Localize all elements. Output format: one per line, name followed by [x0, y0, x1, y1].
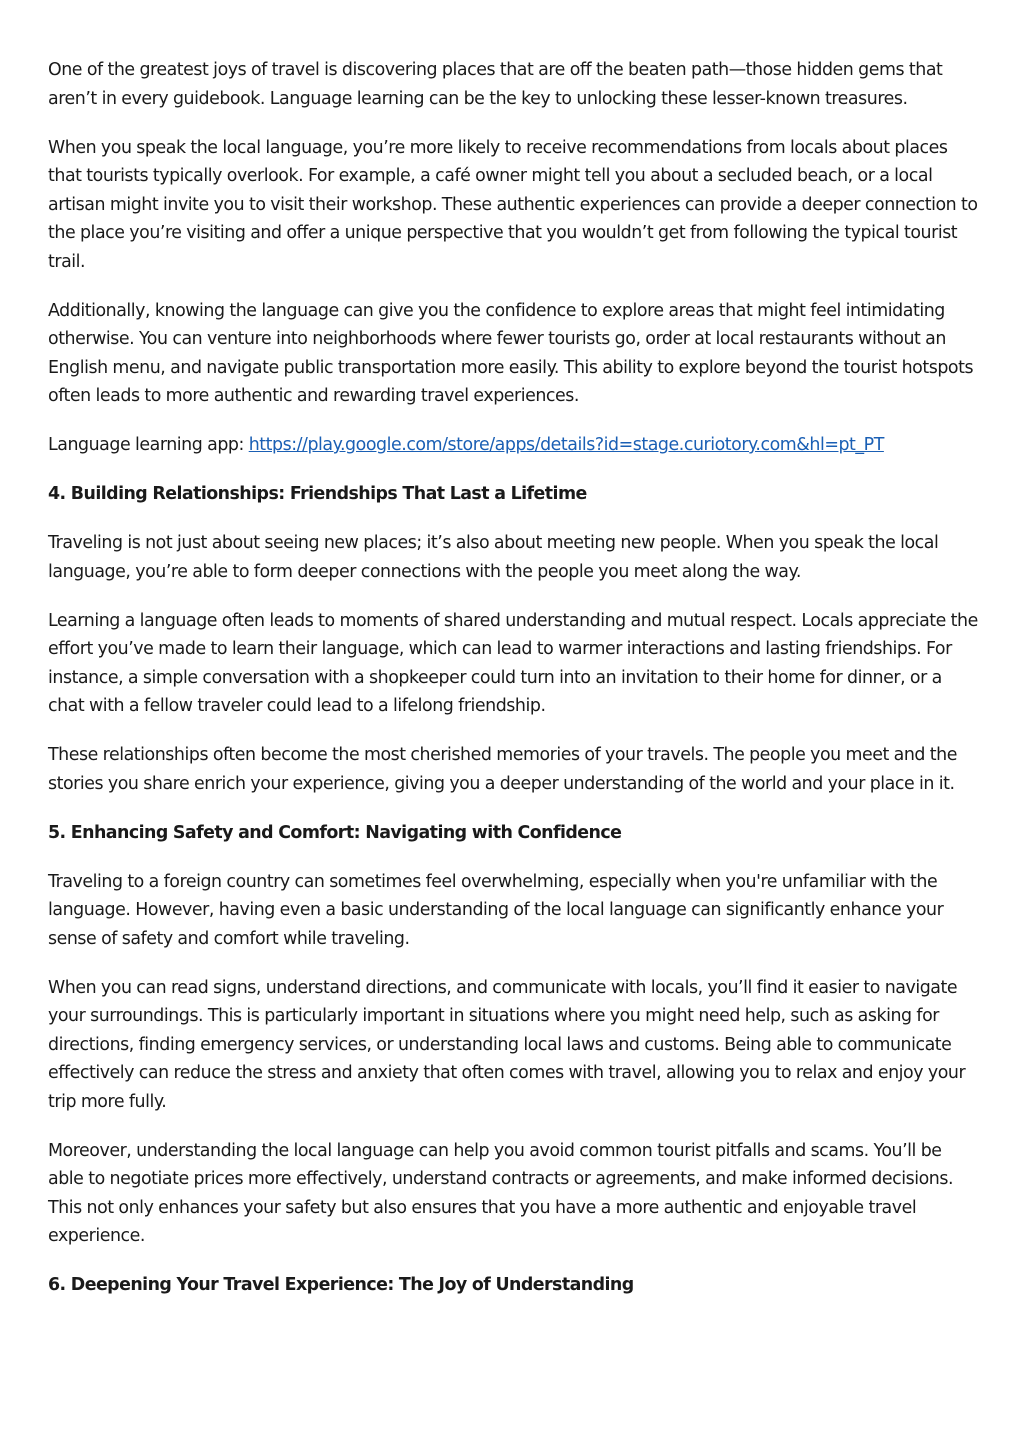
paragraph-overwhelming: Traveling to a foreign country can sometimes feel overwhelming, especially when you're unfamiliar with the language. However, having even a basic understanding of the local language can significantly enhance your sense of safety and comfort while traveling. — [48, 871, 944, 949]
paragraph-mutual-respect: Learning a language often leads to moments of shared understanding and mutual respect. Locals appreciate the effort you’ve made to learn their language, which can lead to warmer interactions and lasting friendships. For instance, a simple conversation with a shopkeeper could turn into an invitation to their home for dinner, or a chat with a fellow traveler could lead to a lifelong friendship. — [48, 610, 978, 716]
paragraph-meeting-people: Traveling is not just about seeing new places; it’s also about meeting new people. When you speak the local language, you’re able to form deeper connections with the people you meet along the way. — [48, 533, 939, 582]
section-heading-relationships: 4. Building Relationships: Friendships That Last a Lifetime — [48, 484, 587, 504]
section-heading-understanding: 6. Deepening Your Travel Experience: The Joy of Understanding — [48, 1275, 634, 1295]
paragraph-cherished-memories: These relationships often become the most cherished memories of your travels. The people you meet and the stories you share enrich your experience, giving you a deeper understanding of the world and your place in it. — [48, 745, 957, 794]
paragraph-local-recommendations: When you speak the local language, you’re more likely to receive recommendations from locals about places that tourists typically overlook. For example, a café owner might tell you about a secluded beach, or a local artisan might invite you to visit their workshop. These authentic experiences can provide a deeper connection to the place you’re visiting and offer a unique perspective that you wouldn’t get from following the typical tourist trail. — [48, 137, 978, 272]
document-page — [48, 56, 978, 1320]
paragraph-confidence-explore: Additionally, knowing the language can give you the confidence to explore areas that might feel intimidating otherwise. You can venture into neighborhoods where fewer tourists go, order at local restaurants without an English menu, and navigate public transportation more easily. This ability to explore beyond the tourist hotspots often leads to more authentic and rewarding travel experiences. — [48, 300, 974, 406]
section-heading-safety: 5. Enhancing Safety and Comfort: Navigating with Confidence — [48, 822, 622, 843]
paragraph-read-signs: When you can read signs, understand directions, and communicate with locals, you’ll find it easier to navigate your surroundings. This is particularly important in situations where you might need help, such as asking for directions, finding emergency services, or understanding local laws and customs. Being able to communicate effectively can reduce the stress and anxiety that often comes with travel, allowing you to relax and enjoy your trip more fully. — [48, 977, 966, 1112]
paragraph-hidden-gems: One of the greatest joys of travel is discovering places that are off the beaten path—those hidden gems that aren’t in every guidebook. Language learning can be the key to unlocking these lesser-known treasures. — [48, 60, 943, 109]
app-link-label: Language learning app: — [48, 435, 249, 455]
app-link-paragraph — [48, 431, 978, 460]
app-store-link[interactable]: https://play.google.com/store/apps/details?id=stage.curiotory.com&hl=pt_PT — [248, 435, 884, 455]
paragraph-avoid-scams: Moreover, understanding the local language can help you avoid common tourist pitfalls and scams. You’ll be able to negotiate prices more effectively, understand contracts or agreements, and make informed decisions. This not only enhances your safety but also ensures that you have a more authentic and enjoyable travel experience. — [48, 1140, 954, 1246]
